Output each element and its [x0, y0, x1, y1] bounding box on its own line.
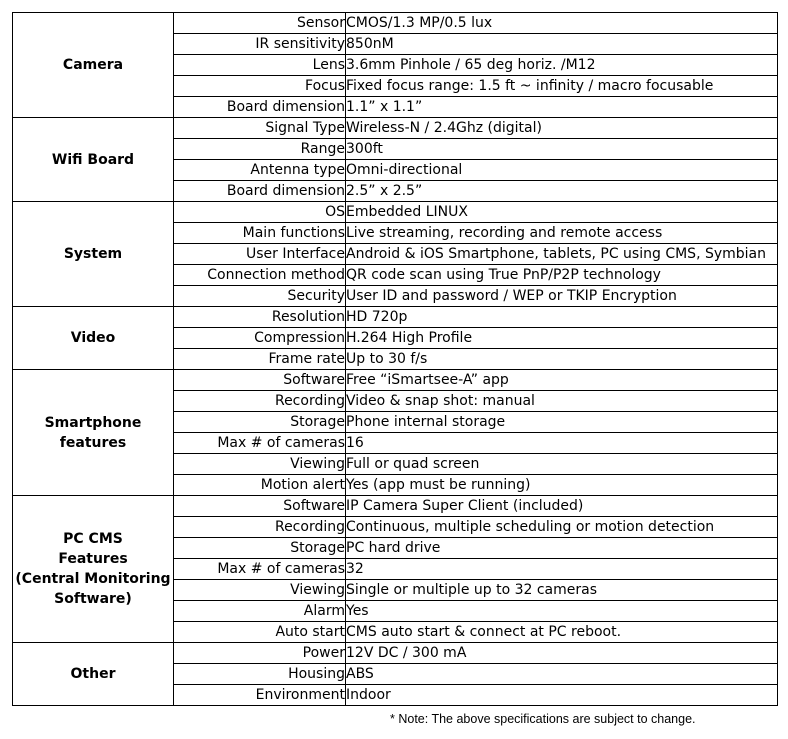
spec-label: Sensor: [174, 13, 346, 34]
category-label: Smartphone: [44, 414, 142, 431]
category-cell: [13, 496, 174, 643]
spec-label: Motion alert: [174, 475, 346, 496]
category-label: Other: [70, 666, 116, 682]
spec-value: Up to 30 f/s: [346, 349, 778, 370]
spec-table: [12, 12, 778, 706]
spec-value: 16: [346, 433, 778, 454]
spec-value: 3.6mm Pinhole / 65 deg horiz. /M12: [346, 55, 778, 76]
spec-label: Lens: [174, 55, 346, 76]
category-cell: [13, 13, 174, 118]
spec-value: Phone internal storage: [346, 412, 778, 433]
spec-row: [13, 202, 778, 223]
spec-value: Fixed focus range: 1.5 ft ~ infinity / macro focusable: [346, 76, 778, 97]
spec-row: [13, 307, 778, 328]
spec-value: Yes (app must be running): [346, 475, 778, 496]
spec-row: [13, 643, 778, 664]
spec-value: Live streaming, recording and remote access: [346, 223, 778, 244]
spec-value: Continuous, multiple scheduling or motion detection: [346, 517, 778, 538]
spec-value: CMOS/1.3 MP/0.5 lux: [346, 13, 778, 34]
spec-label: Housing: [174, 664, 346, 685]
spec-label: Board dimension: [174, 97, 346, 118]
spec-label: Viewing: [174, 454, 346, 475]
spec-value: Android & iOS Smartphone, tablets, PC using CMS, Symbian: [346, 244, 778, 265]
spec-label: IR sensitivity: [174, 34, 346, 55]
spec-row: [13, 118, 778, 139]
spec-value: 2.5” x 2.5”: [346, 181, 778, 202]
spec-label: Recording: [174, 391, 346, 412]
spec-value: PC hard drive: [346, 538, 778, 559]
spec-label: Range: [174, 139, 346, 160]
category-cell: [13, 307, 174, 370]
spec-label: Board dimension: [174, 181, 346, 202]
spec-value: Embedded LINUX: [346, 202, 778, 223]
spec-label: Focus: [174, 76, 346, 97]
footnote: * Note: The above specifications are subject to change.: [390, 712, 696, 726]
spec-label: Power: [174, 643, 346, 664]
category-cell: [13, 118, 174, 202]
spec-label: Frame rate: [174, 349, 346, 370]
spec-value: H.264 High Profile: [346, 328, 778, 349]
spec-table-body: [13, 13, 778, 706]
spec-row: [13, 370, 778, 391]
spec-value: Video & snap shot: manual: [346, 391, 778, 412]
category-cell: [13, 202, 174, 307]
spec-label: Recording: [174, 517, 346, 538]
category-cell: [13, 370, 174, 496]
spec-label: Auto start: [174, 622, 346, 643]
spec-value: User ID and password / WEP or TKIP Encryption: [346, 286, 778, 307]
spec-row: [13, 13, 778, 34]
spec-label: Resolution: [174, 307, 346, 328]
category-label: System: [63, 246, 123, 262]
category-cell: [13, 643, 174, 706]
spec-value: Free “iSmartsee-A” app: [346, 370, 778, 391]
spec-label: Antenna type: [174, 160, 346, 181]
category-label: (Central Monitoring: [15, 571, 171, 587]
spec-label: Compression: [174, 328, 346, 349]
spec-value: ABS: [346, 664, 778, 685]
category-label: Camera: [62, 57, 124, 73]
spec-label: User Interface: [174, 244, 346, 265]
spec-value: 32: [346, 559, 778, 580]
spec-value: IP Camera Super Client (included): [346, 496, 778, 517]
spec-value: 300ft: [346, 139, 778, 160]
spec-label: Storage: [174, 538, 346, 559]
spec-label: Signal Type: [174, 118, 346, 139]
spec-label: Alarm: [174, 601, 346, 622]
spec-value: QR code scan using True PnP/P2P technology: [346, 265, 778, 286]
spec-row: [13, 496, 778, 517]
spec-value: Single or multiple up to 32 cameras: [346, 580, 778, 601]
spec-value: HD 720p: [346, 307, 778, 328]
spec-value: 850nM: [346, 34, 778, 55]
spec-value: Wireless-N / 2.4Ghz (digital): [346, 118, 778, 139]
category-label: features: [59, 434, 127, 451]
spec-label: OS: [174, 202, 346, 223]
spec-label: Max # of cameras: [174, 433, 346, 454]
spec-label: Connection method: [174, 265, 346, 286]
spec-value: CMS auto start & connect at PC reboot.: [346, 622, 778, 643]
spec-label: Storage: [174, 412, 346, 433]
spec-label: Max # of cameras: [174, 559, 346, 580]
spec-label: Security: [174, 286, 346, 307]
spec-label: Environment: [174, 685, 346, 706]
spec-label: Software: [174, 370, 346, 391]
spec-label: Main functions: [174, 223, 346, 244]
category-label: Video: [70, 330, 116, 346]
spec-value: 1.1” x 1.1”: [346, 97, 778, 118]
category-label: Wifi Board: [51, 151, 135, 168]
spec-label: Software: [174, 496, 346, 517]
spec-value: Omni-directional: [346, 160, 778, 181]
spec-value: Full or quad screen: [346, 454, 778, 475]
spec-label: Viewing: [174, 580, 346, 601]
spec-value: 12V DC / 300 mA: [346, 643, 778, 664]
category-label: PC CMS: [63, 531, 123, 547]
category-label: Software): [54, 591, 132, 607]
category-label: Features: [58, 551, 128, 567]
spec-value: Indoor: [346, 685, 778, 706]
spec-value: Yes: [346, 601, 778, 622]
